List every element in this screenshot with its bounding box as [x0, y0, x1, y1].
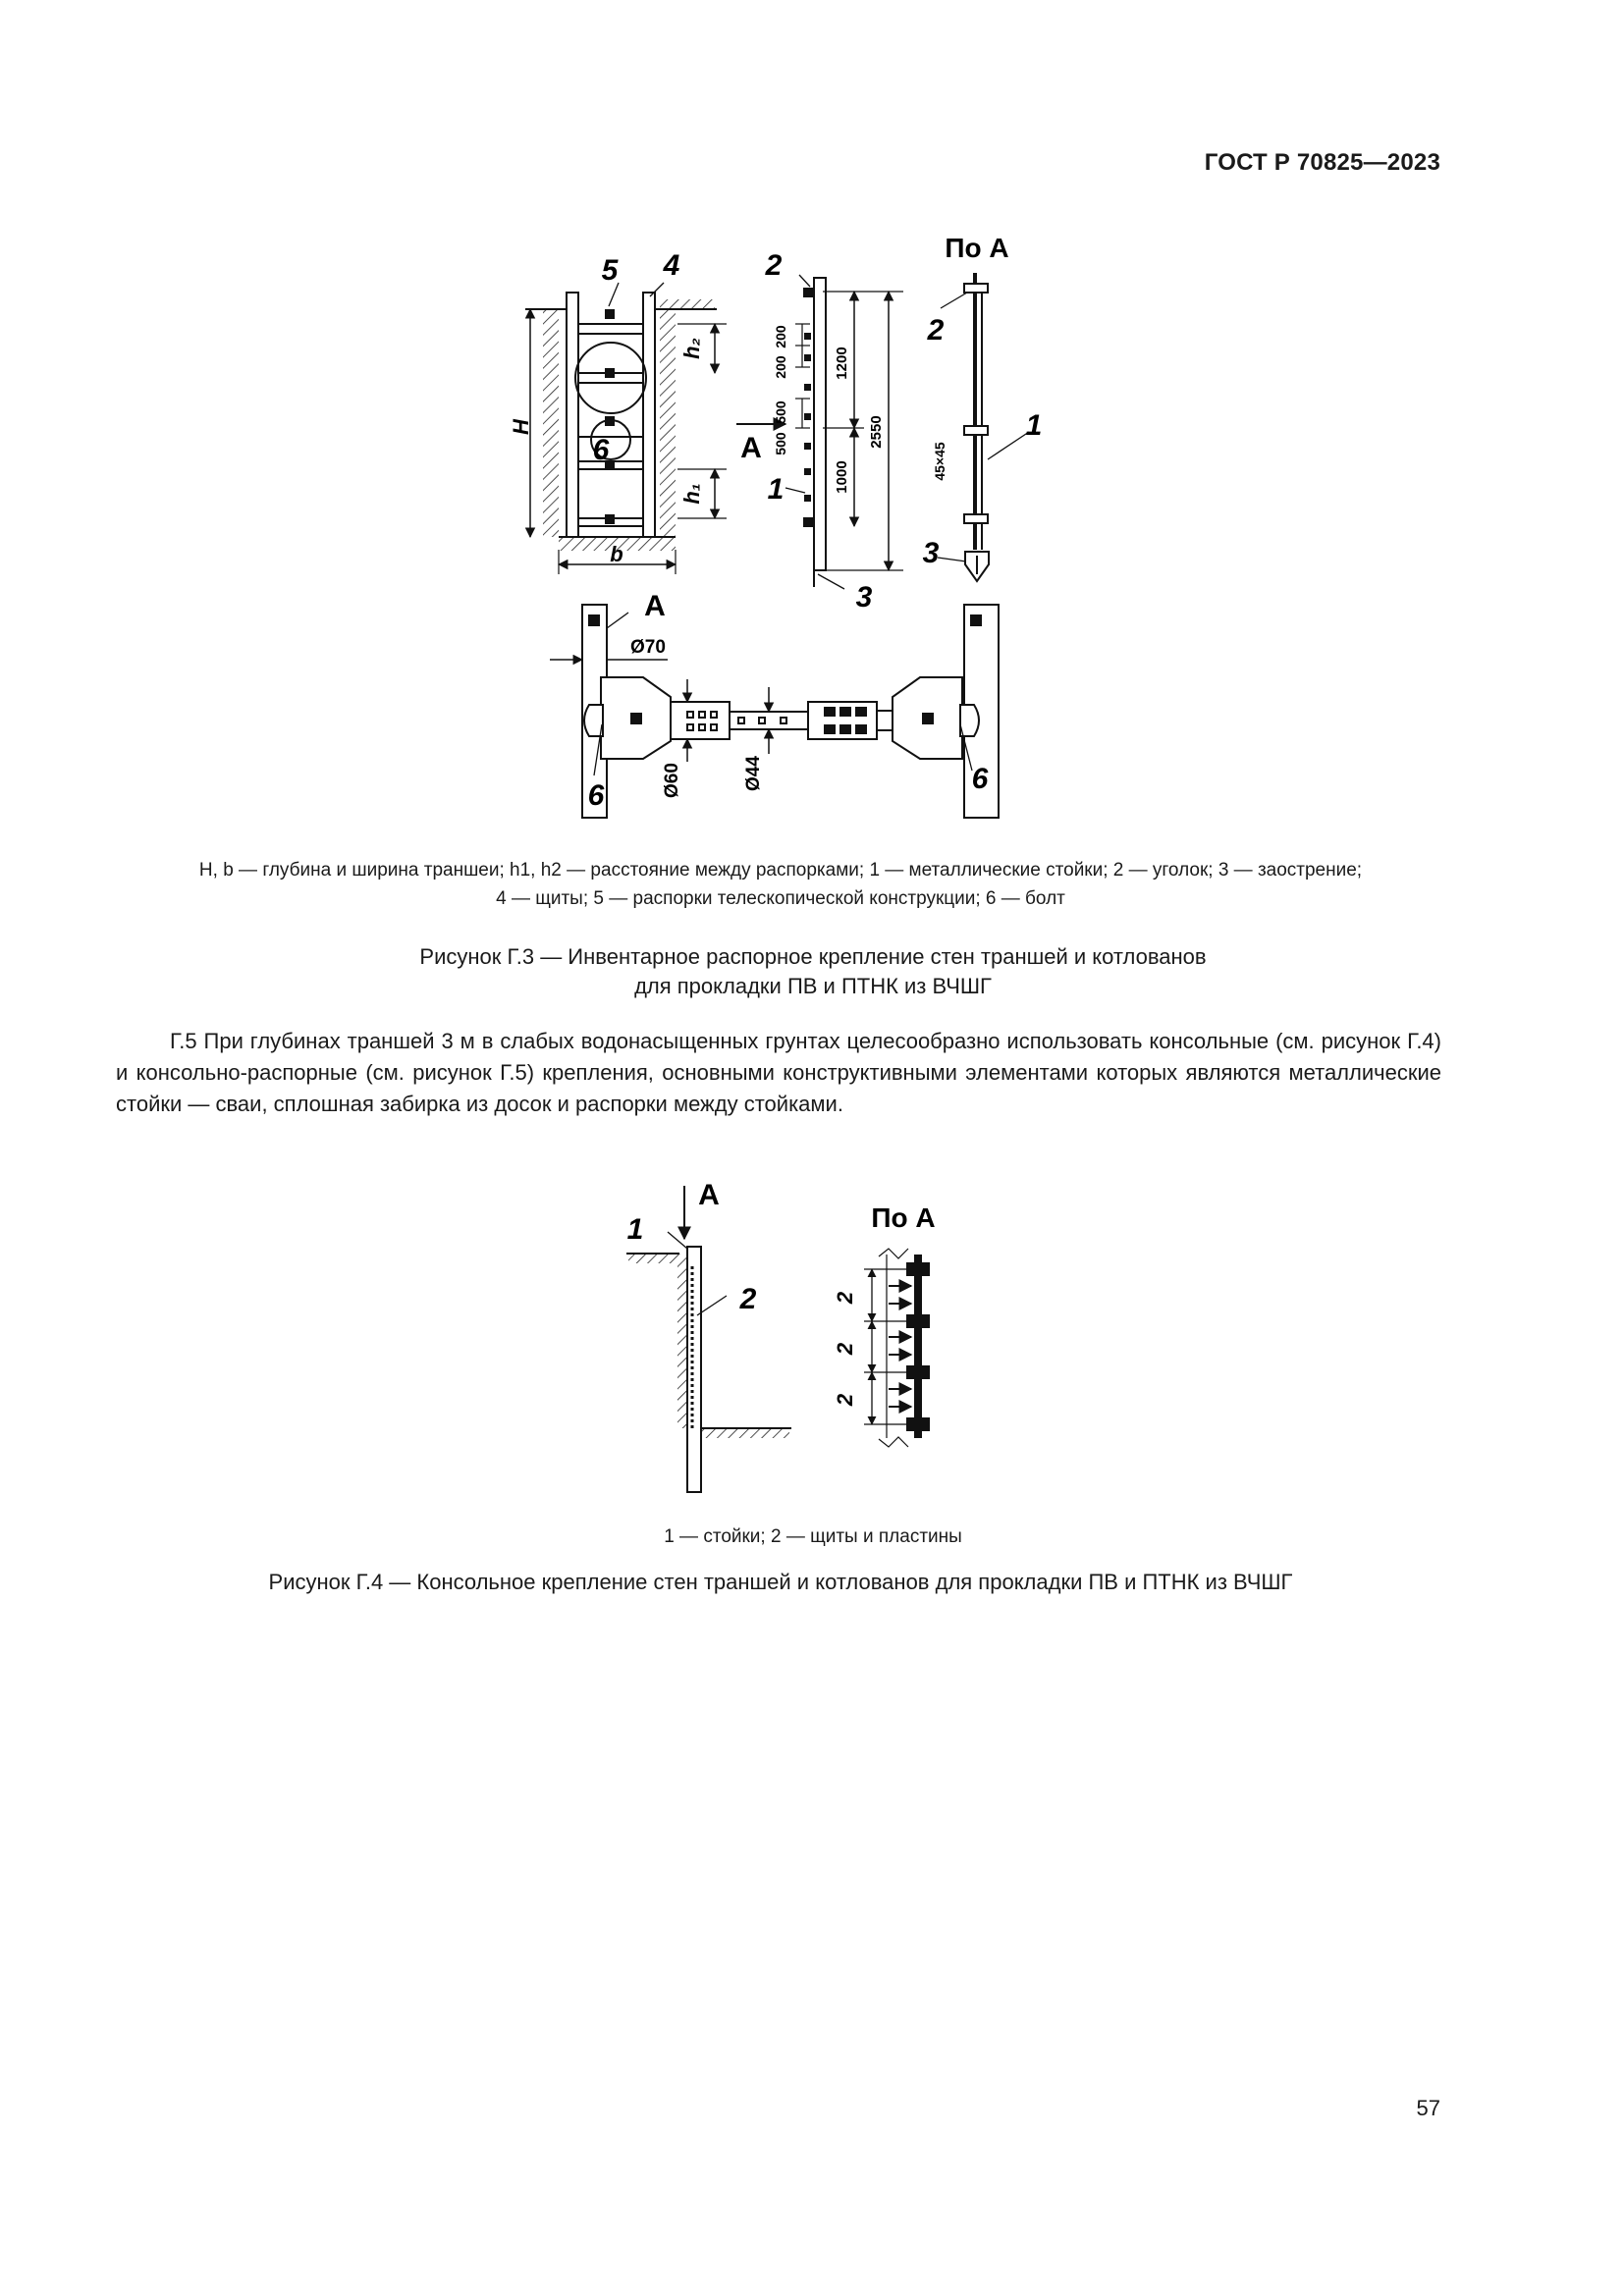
label-1-cantilever: 1	[626, 1213, 644, 1246]
label-2-side: 2	[765, 249, 783, 282]
label-2-view: 2	[927, 314, 945, 347]
dim-d44: Ø44	[743, 756, 764, 791]
label-3-view: 3	[922, 537, 940, 569]
page-number: 57	[1416, 2096, 1440, 2120]
telescopic-strut-view	[550, 605, 999, 818]
label-3-side: 3	[855, 581, 873, 614]
spacing-2-c: 2	[833, 1393, 857, 1407]
label-2-cantilever: 2	[739, 1283, 757, 1315]
label-h2: h₂	[679, 338, 704, 359]
label-h1: h₁	[679, 483, 704, 505]
figure-g3-caption-line2: для прокладки ПВ и ПТНК из ВЧШГ	[634, 974, 992, 998]
figure-g3-legend-line2: 4 — щиты; 5 — распорки телескопической конструкции; 6 — болт	[496, 888, 1065, 909]
label-po-a-top: По А	[945, 233, 1009, 263]
dim-500-a: 500	[773, 432, 788, 455]
cantilever-section	[626, 1186, 791, 1492]
dim-1200: 1200	[834, 347, 850, 380]
paragraph-g5: Г.5 При глубинах траншей 3 м в слабых водонасыщенных грунтах целесообразно использовать консольные (см. рисунок Г.4) и консольно-распорные (см. рисунок Г.5) крепления, основными конструктивными элементами которых являются металлические стойки — сваи, сплошная забирка из досок и распорки между стойками.	[116, 1029, 1441, 1116]
figure-g4-drawing	[0, 1158, 1624, 1512]
document-header: ГОСТ Р 70825—2023	[1204, 149, 1440, 176]
label-4: 4	[663, 249, 680, 282]
trench-section	[525, 283, 727, 574]
label-po-a-cantilever: По А	[871, 1202, 936, 1233]
spacing-2-b: 2	[833, 1342, 857, 1356]
post-view-a	[938, 273, 1029, 581]
dim-500-b: 500	[773, 400, 788, 424]
spacing-2-a: 2	[833, 1291, 857, 1305]
label-5: 5	[601, 254, 619, 287]
label-1-view: 1	[1025, 409, 1043, 442]
dim-45x45: 45×45	[932, 442, 947, 481]
figure-g3-drawing	[0, 0, 1624, 844]
label-A-cantilever: А	[698, 1179, 720, 1211]
dim-d70: Ø70	[630, 637, 666, 658]
figure-g3-legend	[108, 856, 1453, 913]
label-6-right: 6	[971, 763, 989, 795]
figure-g4-legend: 1 — стойки; 2 — щиты и пластины	[664, 1526, 962, 1547]
dim-1000: 1000	[834, 460, 850, 494]
label-1-side: 1	[767, 473, 785, 506]
dim-200-a: 200	[773, 355, 788, 379]
cantilever-view-a	[864, 1249, 929, 1447]
dim-200-b: 200	[773, 325, 788, 348]
label-6: 6	[592, 434, 610, 466]
dim-2550: 2550	[868, 415, 885, 449]
label-b: b	[610, 542, 623, 566]
label-6-left: 6	[587, 779, 605, 812]
dim-d60: Ø60	[662, 763, 682, 798]
figure-g3-caption-line1: Рисунок Г.3 — Инвентарное распорное крепление стен траншей и котлованов	[419, 944, 1207, 969]
label-H: H	[509, 419, 533, 435]
figure-g4-caption: Рисунок Г.4 — Консольное крепление стен траншей и котлованов для прокладки ПВ и ПТНК из ВЧШГ	[268, 1570, 1293, 1594]
label-A-plan: А	[644, 590, 666, 622]
figure-g3-caption	[108, 942, 1518, 1001]
label-A-side: А	[740, 432, 762, 464]
figure-g3-legend-line1: H, b — глубина и ширина траншеи; h1, h2 — расстояние между распорками; 1 — металлические стойки; 2 — уголок; 3 — заострение;	[198, 860, 1363, 881]
